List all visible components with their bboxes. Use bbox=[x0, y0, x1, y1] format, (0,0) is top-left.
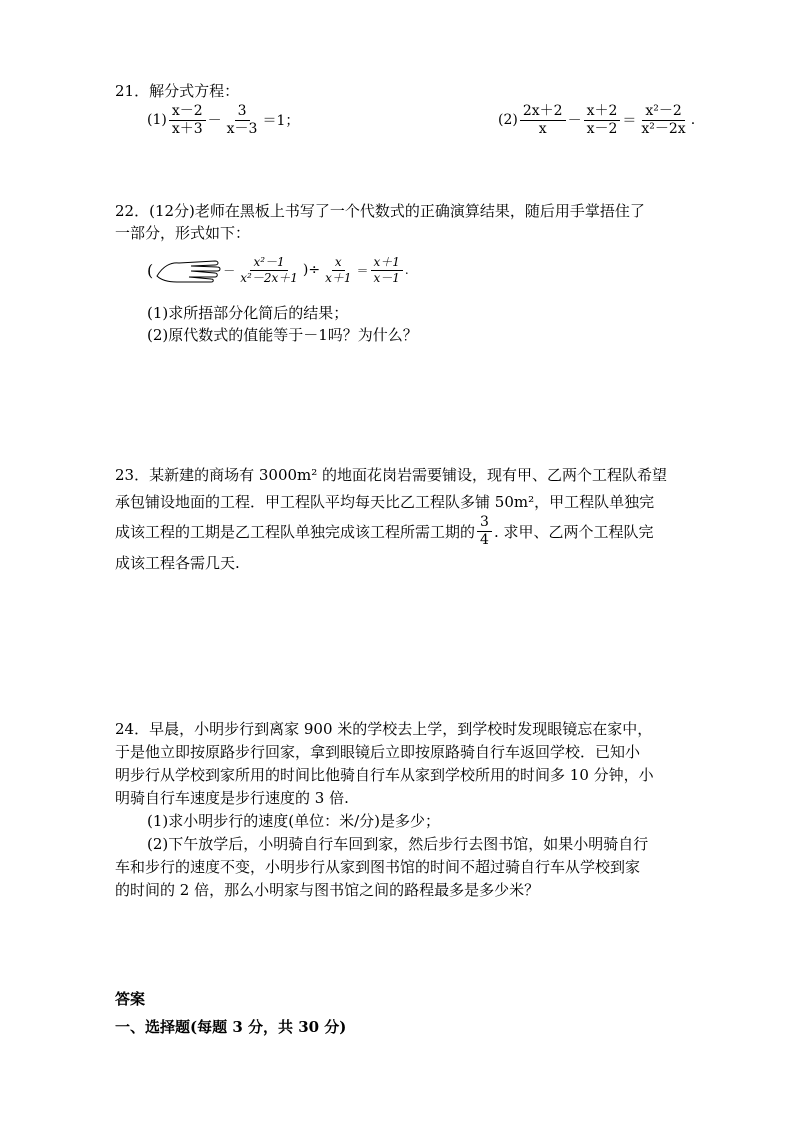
numerator: 3 bbox=[477, 515, 492, 532]
answers-heading: 答案 bbox=[115, 990, 146, 1008]
numerator: x＋1 bbox=[371, 256, 403, 271]
q21-part2-label: (2) bbox=[498, 112, 518, 129]
q22-line1: 22．(12分)老师在黑板上书写了一个代数式的正确演算结果，随后用手掌捂住了 bbox=[115, 202, 645, 220]
numerator: x bbox=[332, 256, 345, 271]
fraction bbox=[520, 104, 566, 136]
period: . bbox=[690, 112, 696, 129]
right-hand-side: ＝1； bbox=[262, 113, 300, 130]
operator: － bbox=[223, 263, 236, 278]
q21-title: 21．解分式方程： bbox=[115, 82, 240, 100]
q22-expression bbox=[147, 256, 409, 284]
fraction bbox=[322, 256, 354, 284]
numerator: 2x＋2 bbox=[520, 104, 566, 121]
q21-part1-label: (1) bbox=[147, 112, 167, 129]
q23-line1: 23．某新建的商场有 3000m² 的地面花岗岩需要铺设，现有甲、乙两个工程队希望 bbox=[115, 466, 668, 484]
denominator: x²－2x bbox=[641, 120, 686, 137]
denominator: x＋1 bbox=[325, 270, 352, 285]
denominator: x bbox=[538, 120, 547, 137]
operator: ＝ bbox=[622, 113, 637, 130]
denominator: x－1 bbox=[373, 270, 400, 285]
open-paren: ( bbox=[147, 260, 154, 280]
q24-line5: (1)求小明步行的速度(单位：米/分)是多少； bbox=[147, 812, 441, 830]
fraction bbox=[237, 256, 301, 284]
q23-line3-text: 成该工程的工期是乙工程队单独完成该工程所需工期的 bbox=[115, 522, 476, 541]
denominator: x＋3 bbox=[171, 120, 203, 137]
fraction bbox=[638, 104, 688, 136]
operator: － bbox=[207, 113, 222, 130]
q24-line7: 车和步行的速度不变，小明步行从家到图书馆的时间不超过骑自行车从学校到家 bbox=[115, 858, 641, 876]
q23-line3-text-end: . 求甲、乙两个工程队完 bbox=[493, 522, 654, 541]
q24-line8: 的时间的 2 倍，那么小明家与图书馆之间的路程最多是多少米？ bbox=[115, 881, 540, 899]
q23-line4: 成该工程各需几天. bbox=[115, 554, 240, 572]
denominator: x－3 bbox=[226, 120, 258, 137]
q21-part2-equation bbox=[498, 104, 695, 136]
fraction bbox=[169, 104, 206, 136]
q24-line1: 24．早晨，小明步行到离家 900 米的学校去上学，到学校时发现眼镜忘在家中， bbox=[115, 720, 653, 738]
hand-icon bbox=[155, 256, 221, 284]
q24-line2: 于是他立即按原路步行回家，拿到眼镜后立即按原路骑自行车返回学校．已知小 bbox=[115, 743, 641, 761]
period: . bbox=[404, 263, 409, 278]
numerator: 3 bbox=[235, 104, 250, 121]
operator: )÷ bbox=[302, 262, 321, 279]
numerator: x＋2 bbox=[584, 104, 621, 121]
q23-line3 bbox=[115, 515, 653, 547]
answers-section-title: 一、选择题(每题 3 分，共 30 分) bbox=[115, 1018, 347, 1036]
q24-line6: (2)下午放学后，小明骑自行车回到家，然后步行去图书馆，如果小明骑自行 bbox=[147, 835, 649, 853]
denominator: x²－2x＋1 bbox=[240, 270, 298, 285]
q22-sub2: (2)原代数式的值能等于－1吗？为什么？ bbox=[147, 326, 418, 344]
q24-line4: 明骑自行车速度是步行速度的 3 倍. bbox=[115, 789, 349, 807]
q23-line2: 承包铺设地面的工程．甲工程队平均每天比乙工程队多铺 50m²，甲工程队单独完 bbox=[115, 493, 655, 511]
numerator: x－2 bbox=[169, 104, 206, 121]
fraction bbox=[584, 104, 621, 136]
q22-line2: 一部分，形式如下： bbox=[115, 224, 251, 242]
q22-sub1: (1)求所捂部分化简后的结果； bbox=[147, 304, 349, 322]
fraction bbox=[371, 256, 403, 284]
numerator: x²－1 bbox=[250, 256, 287, 271]
denominator: x－2 bbox=[586, 120, 618, 137]
operator: － bbox=[567, 113, 582, 130]
numerator: x²－2 bbox=[642, 104, 684, 121]
denominator: 4 bbox=[480, 531, 489, 548]
q24-line3: 明步行从学校到家所用的时间比他骑自行车从家到学校所用的时间多 10 分钟，小 bbox=[115, 766, 654, 784]
operator: ＝ bbox=[356, 263, 369, 278]
q21-part1-equation bbox=[147, 104, 299, 136]
fraction bbox=[224, 104, 261, 136]
fraction-three-quarters bbox=[477, 515, 492, 547]
